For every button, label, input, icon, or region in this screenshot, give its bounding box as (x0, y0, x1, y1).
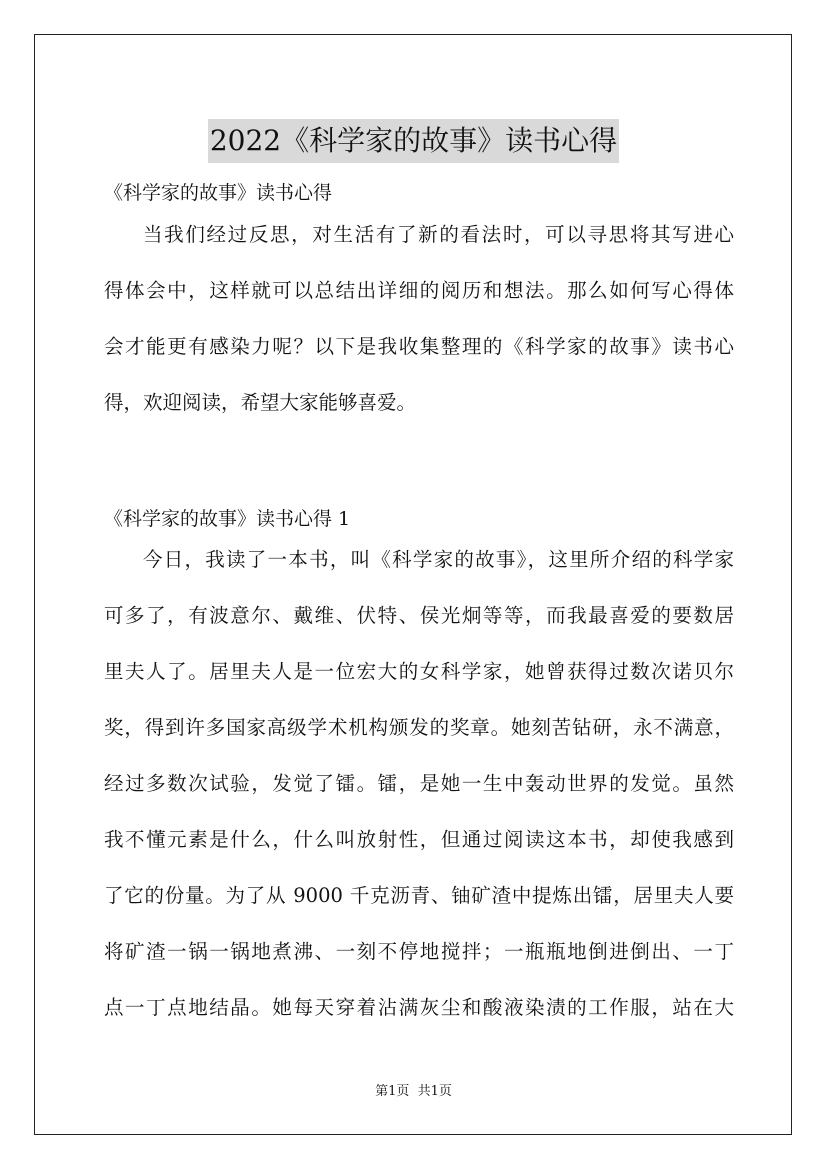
paragraph-line: 今日，我读了一本书，叫《科学家的故事》，这里所介绍的科学家 (143, 548, 734, 571)
document-title: 2022《科学家的故事》读书心得 (208, 119, 619, 163)
intro-heading: 《科学家的故事》读书心得 (104, 182, 333, 204)
section1-heading: 《科学家的故事》读书心得 1 (104, 508, 351, 530)
paragraph-line: 得体会中，这样就可以总结出详细的阅历和想法。那么如何写心得体 (104, 279, 734, 302)
paragraph-line: 里夫人了。居里夫人是一位宏大的女科学家，她曾获得过数次诺贝尔 (104, 660, 734, 683)
section1-paragraph (104, 546, 734, 1050)
paragraph-line: 可多了，有波意尔、戴维、伏特、侯光炯等等，而我最喜爱的要数居 (104, 604, 734, 627)
paragraph-line: 经过多数次试验，发觉了镭。镭，是她一生中轰动世界的发觉。虽然 (104, 772, 734, 795)
paragraph-line: 得，欢迎阅读，希望大家能够喜爱。 (104, 391, 417, 414)
page-number: 第1页 共1页 (375, 1084, 452, 1099)
paragraph-line: 奖，得到许多国家高级学术机构颁发的奖章。她刻苦钻研，永不满意， (104, 716, 734, 739)
intro-paragraph (104, 221, 734, 445)
title-container (0, 100, 827, 182)
paragraph-line: 点一丁点地结晶。她每天穿着沾满灰尘和酸液染渍的工作服，站在大 (104, 996, 734, 1019)
paragraph-line: 将矿渣一锅一锅地煮沸、一刻不停地搅拌；一瓶瓶地倒进倒出、一丁 (104, 940, 734, 963)
paragraph-line: 当我们经过反思，对生活有了新的看法时，可以寻思将其写进心 (143, 223, 734, 246)
paragraph-line: 我不懂元素是什么，什么叫放射性，但通过阅读这本书，却使我感到 (104, 828, 734, 851)
paragraph-line: 会才能更有感染力呢？以下是我收集整理的《科学家的故事》读书心 (104, 335, 734, 358)
paragraph-line: 了它的份量。为了从 9000 千克沥青、铀矿渣中提炼出镭，居里夫人要 (104, 884, 734, 907)
